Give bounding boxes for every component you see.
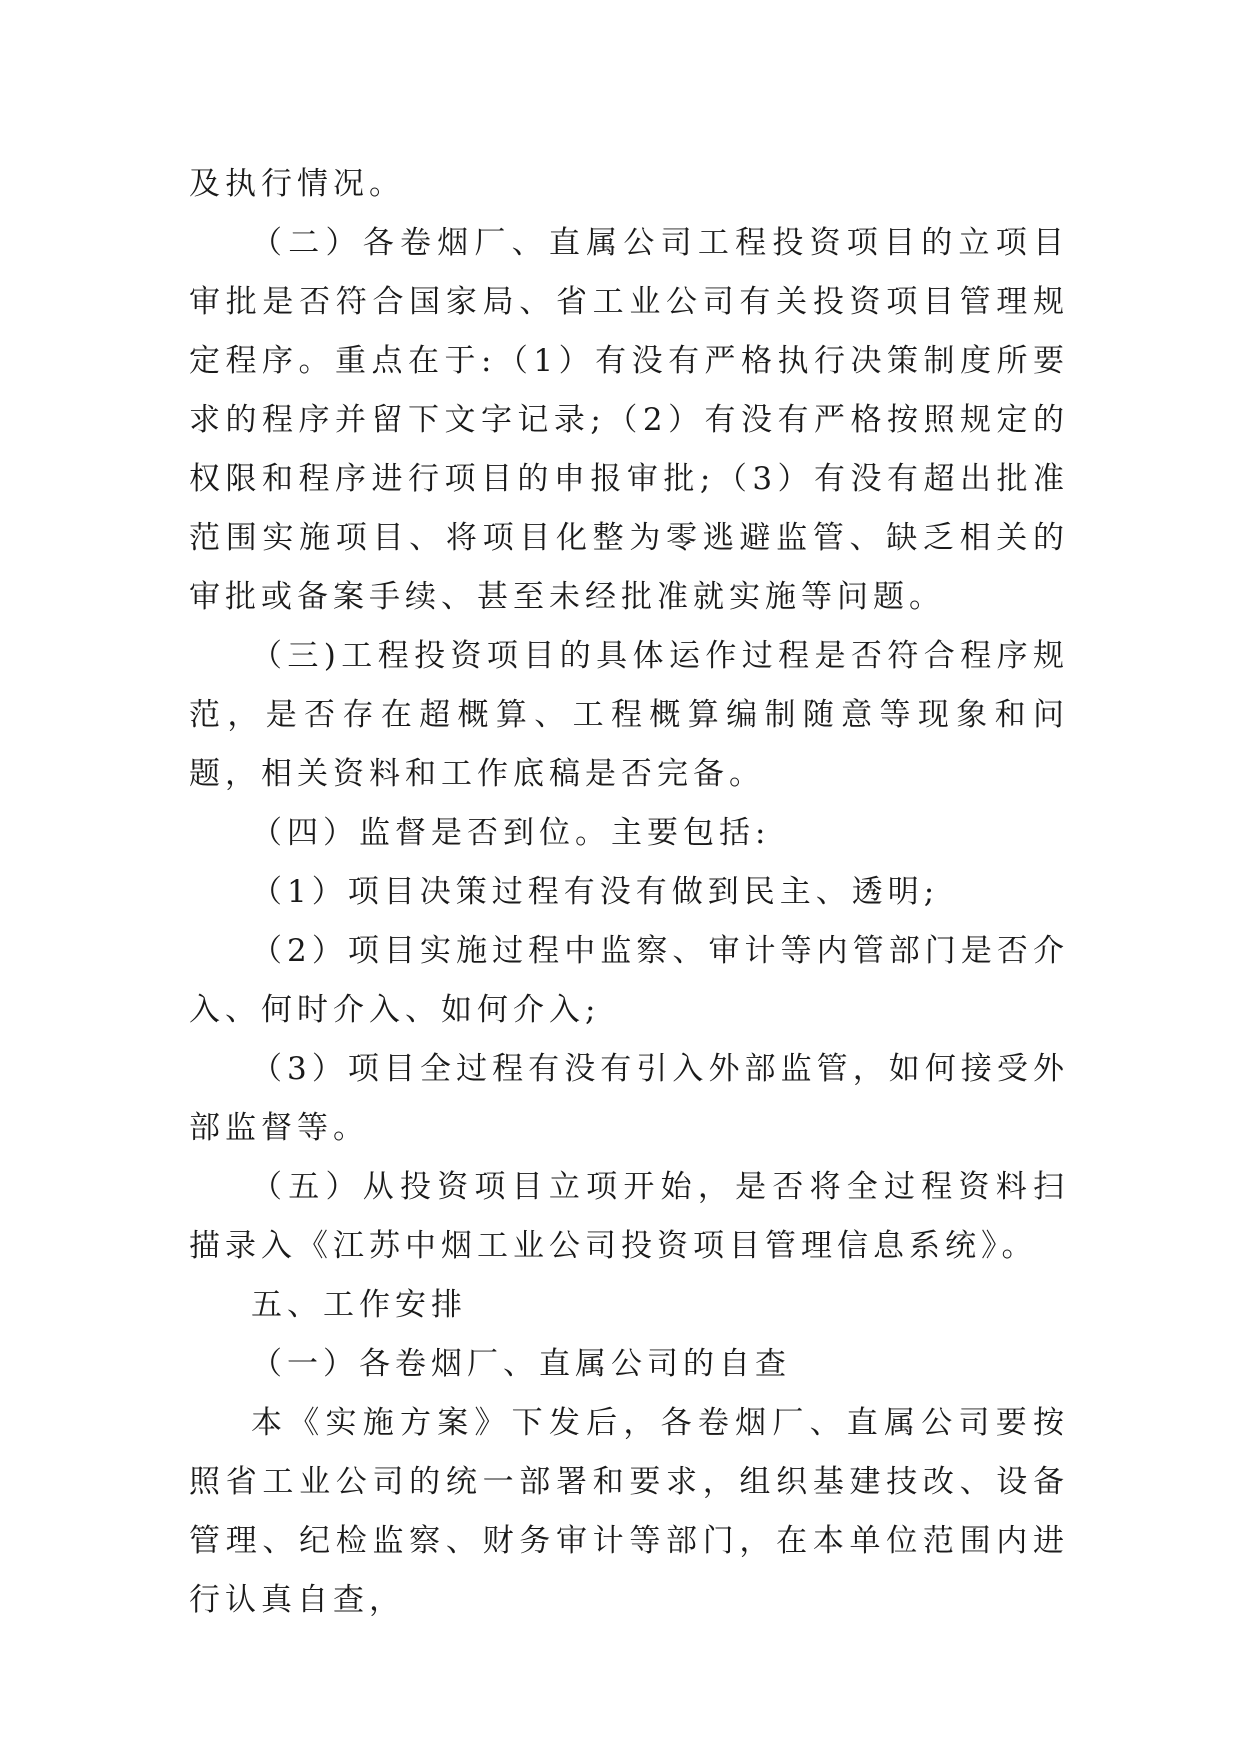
paragraph-section-5: （五）从投资项目立项开始，是否将全过程资料扫描录入《江苏中烟工业公司投资项目管理信息系统》。 — [189, 1169, 1069, 1264]
heading-work-arrangement: 五、工作安排 — [251, 1287, 467, 1323]
paragraph-self-check-body: 本《实施方案》下发后，各卷烟厂、直属公司要按照省工业公司的统一部署和要求，组织基建技改、设备管理、纪检监察、财务审计等部门，在本单位范围内进行认真自查， — [189, 1405, 1069, 1618]
paragraph-item-2: （2）项目实施过程中监察、审计等内管部门是否介入、何时介入、如何介入; — [189, 933, 1069, 1028]
subheading-self-check: （一）各卷烟厂、直属公司的自查 — [251, 1346, 791, 1382]
paragraph-section-4: （四）监督是否到位。主要包括: — [251, 815, 771, 851]
paragraph-item-3: （3）项目全过程有没有引入外部监管，如何接受外部监督等。 — [189, 1051, 1069, 1146]
paragraph-item-1: （1）项目决策过程有没有做到民主、透明; — [251, 874, 940, 910]
paragraph-continuation: 及执行情况。 — [189, 166, 405, 202]
paragraph-section-3: （三)工程投资项目的具体运作过程是否符合程序规范，是否存在超概算、工程概算编制随意等现象和问题，相关资料和工作底稿是否完备。 — [189, 638, 1069, 792]
paragraph-section-2: （二）各卷烟厂、直属公司工程投资项目的立项目审批是否符合国家局、省工业公司有关投资项目管理规定程序。重点在于:（1）有没有严格执行决策制度所要求的程序并留下文字记录;（2）有没有严格按照规定的权限和程序进行项目的申报审批;（3）有没有超出批准范围实施项目、将项目化整为零逃避监管、缺乏相关的审批或备案手续、甚至未经批准就实施等问题。 — [189, 225, 1069, 615]
document-body — [189, 155, 1069, 1630]
